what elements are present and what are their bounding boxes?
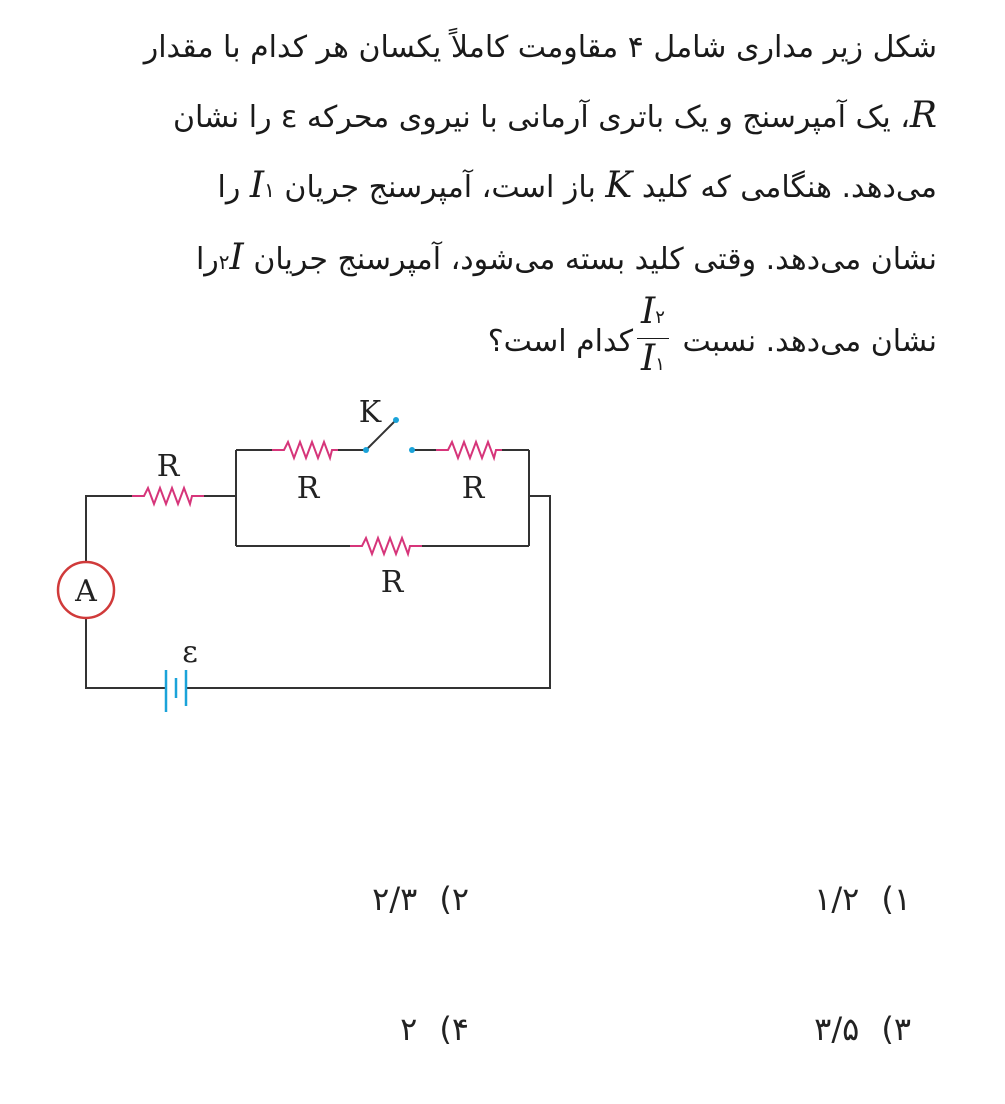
wire-right-bottom: [186, 496, 550, 688]
label-resistor-top-left: R: [296, 471, 320, 506]
option-3[interactable]: ۳)۳/۵: [814, 1010, 911, 1048]
question-line-4: نشان می‌دهد. وقتی کلید بسته می‌شود، آمپرسنج جریان ۲Iرا: [195, 237, 937, 278]
switch-contact-right: [409, 447, 415, 453]
resistor-bottom: [350, 538, 422, 554]
option-1[interactable]: ۱)۱/۲: [814, 880, 911, 918]
fraction-denominator: I۱: [641, 338, 665, 379]
circuit-diagram: [40, 390, 580, 730]
option-4[interactable]: ۴)۲: [400, 1010, 469, 1048]
question-line-5: نشان می‌دهد. نسبت $\frac{I۲}{I۱}$ کدام است؟: [50, 296, 937, 389]
label-switch: K: [358, 395, 382, 430]
wire-bottom-left: [86, 618, 166, 688]
question-line-2: R، یک آمپرسنج و یک باتری آرمانی با نیروی محرکه ε را نشان: [172, 95, 937, 136]
resistor-top-right: [436, 442, 502, 458]
resistance-variable: R: [909, 95, 937, 136]
question-line-1: شکل زیر مداری شامل ۴ مقاومت کاملاً یکسان هر کدام با مقدار: [143, 30, 937, 65]
current-i1: I۱: [249, 165, 275, 206]
question-text: [50, 14, 937, 389]
fraction-numerator: I۲: [637, 292, 669, 339]
option-2[interactable]: ۲)۲/۳: [372, 880, 469, 918]
switch-pivot: [393, 417, 399, 423]
label-resistor-series: R: [156, 449, 180, 484]
resistor-series: [132, 488, 204, 504]
label-emf: ε: [182, 635, 198, 670]
current-i2: ۲I: [218, 237, 244, 278]
label-resistor-top-right: R: [461, 471, 485, 506]
ratio-fraction: [637, 292, 669, 385]
label-ammeter: A: [75, 574, 97, 609]
switch-contact-left: [363, 447, 369, 453]
resistor-top-left: [272, 442, 338, 458]
label-resistor-bottom: R: [380, 565, 404, 600]
switch-variable: K: [605, 165, 633, 206]
question-line-3: می‌دهد. هنگامی که کلید K باز است، آمپرسنج جریان I۱ را: [217, 165, 937, 206]
wire-left-top: [86, 496, 132, 562]
